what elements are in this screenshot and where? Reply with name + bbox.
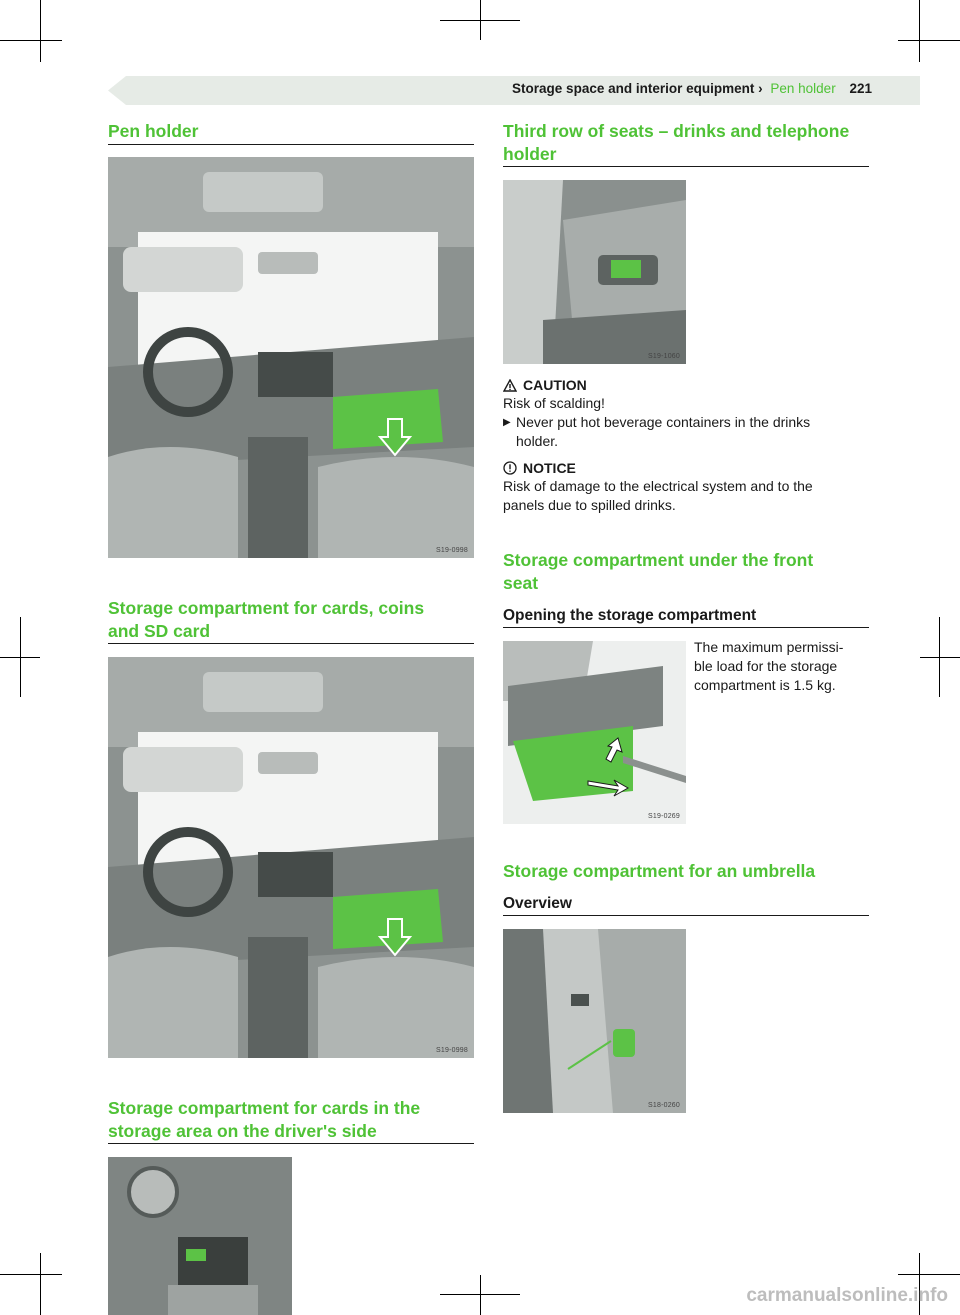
crop-mark: [898, 1274, 960, 1275]
crop-mark: [919, 0, 920, 62]
heading-rule: [503, 166, 869, 167]
heading-rule: [108, 144, 474, 145]
warning-icon: [503, 379, 517, 392]
notice-text-line: Risk of damage to the electrical system and to the: [503, 478, 813, 494]
figure-under-seat: [503, 641, 686, 824]
crop-mark: [920, 657, 960, 658]
heading-line: Third row of seats – drinks and telephone: [503, 121, 850, 141]
heading-third-row: [503, 120, 849, 166]
text-line: compartment is 1.5 kg.: [694, 677, 836, 693]
crop-mark: [480, 1275, 481, 1315]
notice-box: [503, 459, 813, 515]
text-line: The maximum permissi-: [694, 639, 844, 655]
heading-rule: [503, 627, 869, 628]
watermark: carmanualsonline.info: [746, 1285, 948, 1306]
header-section: Storage space and interior equipment: [512, 81, 755, 96]
crop-mark: [440, 1294, 520, 1295]
crop-mark: [0, 40, 62, 41]
bullet-line: Never put hot beverage containers in the drinks: [516, 414, 811, 430]
figure-code: S18-0260: [648, 1102, 680, 1109]
heading-umbrella: Storage compartment for an umbrella: [503, 861, 816, 881]
caution-text: Risk of scalding!: [503, 395, 605, 411]
heading-rule: [503, 915, 869, 916]
caution-label: CAUTION: [523, 377, 587, 393]
header-subsection: Pen holder: [770, 81, 836, 96]
running-header: [512, 81, 872, 96]
heading-line: Storage compartment for cards, coins: [108, 598, 425, 618]
text-line: ble load for the storage: [694, 658, 838, 674]
heading-pen-holder: Pen holder: [108, 121, 199, 141]
crop-mark: [440, 20, 520, 21]
figure-pen-holder: [108, 157, 474, 558]
figure-code: S19-1060: [648, 353, 680, 360]
heading-line: holder: [503, 144, 557, 164]
heading-line: seat: [503, 573, 539, 593]
crop-mark: [0, 1274, 62, 1275]
figure-code: S19-0269: [648, 813, 680, 820]
bullet-arrow-icon: ▶: [503, 417, 511, 428]
figure-code: S19-0998: [436, 1047, 468, 1054]
crop-mark: [40, 0, 41, 62]
heading-line: and SD card: [108, 621, 211, 641]
heading-line: Storage compartment under the front: [503, 550, 814, 570]
notice-label: NOTICE: [523, 460, 576, 476]
heading-rule: [108, 643, 474, 644]
heading-drivers-side: [108, 1097, 420, 1143]
crop-mark: [898, 40, 960, 41]
figure-cards-coins: [108, 657, 474, 1058]
crop-mark: [40, 1253, 41, 1315]
caution-bullet: [503, 413, 869, 451]
figure-code: S19-0998: [436, 547, 468, 554]
notice-text-line: panels due to spilled drinks.: [503, 497, 676, 513]
heading-line: Storage compartment for cards in the: [108, 1098, 421, 1118]
max-load-text: [694, 638, 869, 695]
subheading-overview: Overview: [503, 895, 572, 912]
figure-third-row: [503, 180, 686, 364]
crop-mark: [0, 657, 40, 658]
bullet-line: holder.: [516, 433, 559, 449]
figure-drivers-side: [108, 1157, 292, 1315]
subheading-opening: Opening the storage compartment: [503, 607, 757, 624]
heading-rule: [108, 1143, 474, 1144]
heading-under-seat: [503, 549, 813, 595]
heading-line: storage area on the driver's side: [108, 1121, 377, 1141]
notice-icon: [503, 461, 517, 475]
heading-cards-coins: [108, 597, 424, 643]
figure-umbrella: [503, 929, 686, 1113]
page-number: 221: [849, 81, 872, 96]
caution-box: [503, 376, 869, 451]
header-separator: ›: [758, 81, 763, 96]
